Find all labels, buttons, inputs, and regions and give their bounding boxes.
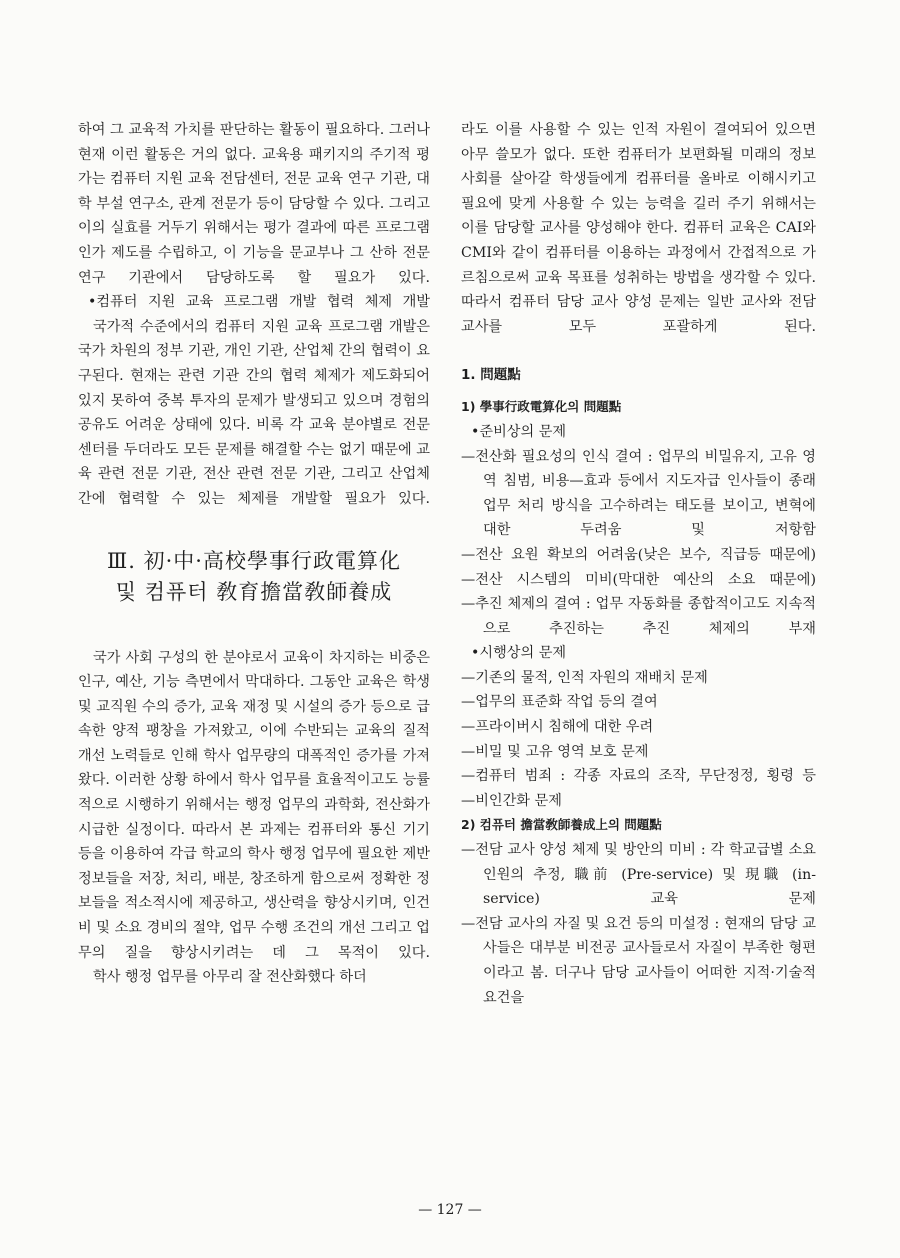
- list-item: —컴퓨터 범죄 : 각종 자료의 조작, 무단정정, 횡령 등: [461, 768, 816, 785]
- bullet-item: •준비상의 문제: [471, 423, 567, 440]
- list-item: —기존의 물적, 인적 자원의 재배치 문제: [461, 669, 708, 686]
- list-item: —전담 교사의 자질 및 요건 등의 미설정 : 현재의 담당 교사들은 대부분 비전공 교사들로서 자질이 부족한 형편이라고 봄. 더구나 담당 교사들이 어떠한 지적·기술적 요건을: [461, 915, 816, 1006]
- section-title-line: Ⅲ. 初·中·高校學事行政電算化: [107, 548, 401, 573]
- bullet-item: •시행상의 문제: [471, 645, 567, 662]
- section-title-line: 및 컴퓨터 敎育擔當敎師養成: [115, 579, 393, 604]
- paragraph: 라도 이를 사용할 수 있는 인적 자원이 결여되어 있으면 아무 쓸모가 없다. 또한 컴퓨터가 보편화될 미래의 정보 사회를 살아갈 학생들에게 컴퓨터를 올바로 이해시키고 필요에 맞게 사용할 수 있는 능력을 길러 주기 위해서는 이를 담당할 교사를 양성해야 한다. 컴퓨터 교육은 CAI와 CMI와 같이 컴퓨터를 이용하는 과정에서 간접적으로 가르침으로써 교육 목표를 성취하는 방법을 생각할 수 있다. 따라서 컴퓨터 담당 교사 양성 문제는 일반 교사와 전담 교사를 모두 포괄하게 된다.: [461, 122, 816, 335]
- subheading: 2) 컴퓨터 擔當敎師養成上의 問題點: [461, 817, 662, 833]
- list-item: —비인간화 문제: [461, 792, 562, 809]
- list-item: —업무의 표준화 작업 등의 결여: [461, 694, 658, 711]
- subheading: 1) 學事行政電算化의 問題點: [461, 399, 622, 415]
- list-item: —전산화 필요성의 인식 결여 : 업무의 비밀유지, 고유 영역 침범, 비용—효과 등에서 지도자급 인사들이 종래 업무 처리 방식을 고수하려는 태도를 보이고, 변혁에 대한 두려움 및 저항함: [461, 448, 816, 539]
- paragraph: 국가적 수준에서의 컴퓨터 지원 교육 프로그램 개발은 국가 차원의 정부 기관, 개인 기관, 산업체 간의 협력이 요구된다. 현재는 관련 기관 간의 협력 체제가 제도화되어 있지 못하여 중복 투자의 문제가 발생되고 있으며 경험의 공유도 어려운 상태에 있다. 비록 각 교육 분야별로 전문 센터를 두더라도 모든 문제를 해결할 수는 없기 때문에 교육 관련 전문 기관, 전산 관련 전문 기관, 그리고 산업체 간에 협력할 수 있는 체제를 개발할 필요가 있다.: [78, 318, 430, 507]
- list-item: —프라이버시 침해에 대한 우려: [461, 719, 654, 736]
- paragraph: 국가 사회 구성의 한 분야로서 교육이 차지하는 비중은 인구, 예산, 기능 측면에서 막대하다. 그동안 교육은 학생 및 교직원 수의 증가, 교육 재정 및 시설의 증가 등으로 급속한 양적 팽창을 가져왔고, 이에 수반되는 교육의 질적 개선 노력들로 인해 학사 업무량의 대폭적인 증가를 가져왔다. 이러한 상황 하에서 학사 업무를 효율적이고도 능률적으로 시행하기 위해서는 행정 업무의 과학화, 전산화가 시급한 실정이다. 따라서 본 과제는 컴퓨터와 통신 기기 등을 이용하여 각급 학교의 학사 행정 업무에 필요한 제반 정보들을 저장, 처리, 배분, 창조하게 함으로써 정확한 정보들을 적소적시에 제공하고, 생산력을 향상시키며, 인건비 및 소요 경비의 절약, 업무 수행 조건의 개선 그리고 업무의 질을 향상시키려는 데 그 목적이 있다.: [78, 649, 430, 961]
- paragraph: 하여 그 교육적 가치를 판단하는 활동이 필요하다. 그러나 현재 이런 활동은 거의 없다. 교육용 패키지의 주기적 평가는 컴퓨터 지원 교육 전담센터, 전문 교육 연구 기관, 대학 부설 연구소, 관계 전문가 등이 담당할 수 있다. 그리고 이의 실효를 거두기 위해서는 평가 결과에 따른 프로그램 인가 제도를 수립하고, 이 기능을 문교부나 그 산하 전문 연구 기관에서 담당하도록 할 필요가 있다.: [78, 122, 430, 286]
- right-column: [461, 118, 816, 1010]
- section-title: [78, 546, 430, 608]
- heading: 1. 問題點: [461, 367, 521, 384]
- left-column: [78, 118, 430, 990]
- list-item: —추진 체제의 결여 : 업무 자동화를 종합적이고도 지속적으로 추진하는 추진 체제의 부재: [461, 596, 816, 637]
- page-number: — 127 —: [418, 1202, 482, 1218]
- paragraph: 학사 행정 업무를 아무리 잘 전산화했다 하더: [93, 969, 367, 986]
- list-item: —비밀 및 고유 영역 보호 문제: [461, 743, 649, 760]
- list-item: —전산 요원 확보의 어려움(낮은 보수, 직급등 때문에): [461, 546, 816, 563]
- bullet-item: •컴퓨터 지원 교육 프로그램 개발 협력 체제 개발: [88, 294, 430, 311]
- list-item: —전산 시스템의 미비(막대한 예산의 소요 때문에): [461, 571, 816, 588]
- list-item: —전담 교사 양성 체제 및 방안의 미비 : 각 학교급별 소요 인원의 추정, 職前 (Pre-service) 및 現職 (in-service) 교육 문제: [461, 842, 816, 908]
